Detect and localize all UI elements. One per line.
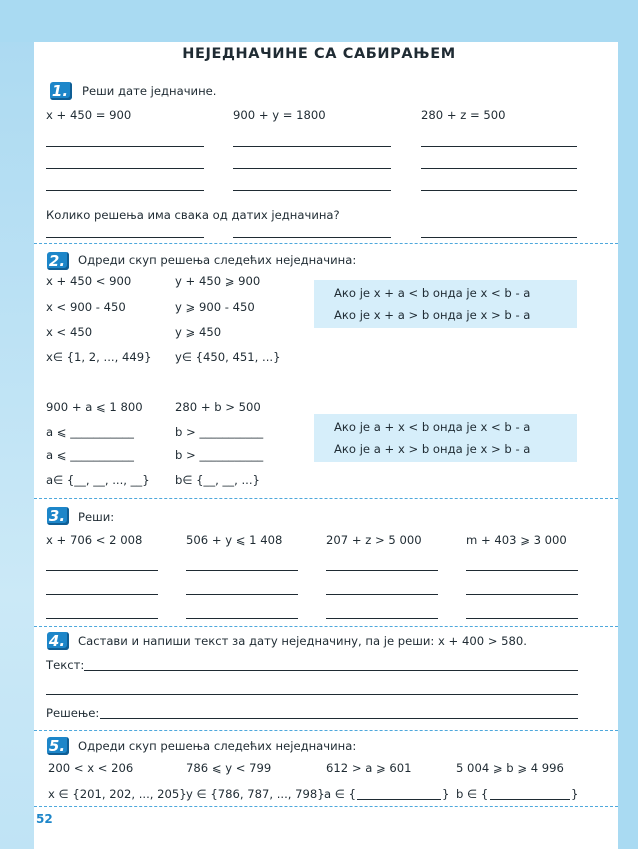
task2-col-c-line: 900 + a ⩽ 1 800 [46, 400, 143, 414]
rule-line: Ако је x + a < b онда је x < b - a [334, 286, 531, 300]
task4-solution-label: Решење: [46, 706, 100, 720]
answer-line[interactable] [421, 237, 577, 238]
answer-line[interactable] [84, 670, 578, 671]
task4-text-label: Текст: [46, 658, 85, 672]
answer-line[interactable] [46, 694, 578, 695]
answer-line[interactable] [466, 618, 578, 619]
task2-col-a-line: x∈ {1, 2, ..., 449} [46, 350, 152, 364]
task2-col-c-line[interactable]: a ⩽ ___________ [46, 448, 134, 462]
answer-line[interactable] [186, 570, 298, 571]
right-decor-band [618, 0, 638, 849]
task1-equation-3: 280 + z = 500 [421, 108, 506, 122]
answer-line[interactable] [233, 146, 391, 147]
section-divider [34, 806, 618, 807]
top-decor-band [0, 0, 638, 42]
task5-instruction: Одреди скуп решења следећих неједначина: [78, 739, 357, 753]
task2-col-a-line: x + 450 < 900 [46, 274, 132, 288]
section-divider [34, 498, 618, 499]
task2-col-d-line[interactable]: b > ___________ [175, 448, 264, 462]
rule-line: Ако је x + a > b онда је x > b - a [334, 308, 531, 322]
answer-line[interactable] [421, 168, 577, 169]
rule-line: Ако је a + x < b онда је x < b - a [334, 420, 531, 434]
answer-line[interactable] [46, 237, 204, 238]
task2-col-b-line: y + 450 ⩾ 900 [175, 274, 261, 288]
task-number-1: 1. [50, 82, 72, 100]
answer-line[interactable] [233, 190, 391, 191]
answer-line[interactable] [233, 168, 391, 169]
task5-set: x ∈ {201, 202, ..., 205} [48, 787, 187, 801]
task2-col-c-line[interactable]: a∈ {__, __, ..., __} [46, 473, 150, 487]
answer-line[interactable] [186, 618, 298, 619]
answer-line[interactable] [490, 799, 570, 800]
answer-line[interactable] [326, 594, 438, 595]
task3-inequality: 506 + y ⩽ 1 408 [186, 533, 283, 547]
task-number-2: 2. [47, 252, 69, 270]
answer-line[interactable] [100, 718, 578, 719]
answer-line[interactable] [466, 594, 578, 595]
task5-inequality: 200 < x < 206 [48, 761, 134, 775]
answer-line[interactable] [186, 594, 298, 595]
task3-inequality: x + 706 < 2 008 [46, 533, 143, 547]
task3-inequality: m + 403 ⩾ 3 000 [466, 533, 567, 547]
rule-line: Ако је a + x > b онда је x > b - a [334, 442, 531, 456]
answer-line[interactable] [326, 618, 438, 619]
task5-set-open: b ∈ { [456, 787, 489, 801]
answer-line[interactable] [466, 570, 578, 571]
task3-instruction: Реши: [78, 510, 115, 524]
task2-col-c-line[interactable]: a ⩽ ___________ [46, 425, 134, 439]
answer-line[interactable] [326, 570, 438, 571]
task2-col-a-line: x < 900 - 450 [46, 300, 126, 314]
answer-line[interactable] [46, 168, 204, 169]
task2-instruction: Одреди скуп решења следећих неједначина: [78, 253, 357, 267]
page-title: НЕЈЕДНАЧИНЕ СА САБИРАЊЕМ [182, 46, 456, 62]
task5-inequality: 612 > a ⩾ 601 [326, 761, 412, 775]
task5-set-open: a ∈ { [324, 787, 356, 801]
answer-line[interactable] [46, 594, 158, 595]
task2-col-d-line[interactable]: b∈ {__, __, ...} [175, 473, 260, 487]
section-divider [34, 730, 618, 731]
task2-col-b-line: y ⩾ 900 - 450 [175, 300, 255, 314]
answer-line[interactable] [357, 799, 441, 800]
task-number-3: 3. [47, 507, 69, 525]
answer-line[interactable] [46, 618, 158, 619]
task2-col-d-line[interactable]: b > ___________ [175, 425, 264, 439]
task5-set: y ∈ {786, 787, ..., 798} [186, 787, 325, 801]
rule-box-2 [314, 414, 577, 462]
answer-line[interactable] [421, 146, 577, 147]
task4-instruction: Састави и напиши текст за дату неједначину, па је реши: x + 400 > 580. [78, 634, 527, 648]
task2-col-a-line: x < 450 [46, 325, 93, 339]
answer-line[interactable] [233, 237, 391, 238]
task-number-4: 4. [47, 632, 69, 650]
task1-equation-1: x + 450 = 900 [46, 108, 132, 122]
task1-equation-2: 900 + y = 1800 [233, 108, 326, 122]
task2-col-b-line: y∈ {450, 451, ...} [175, 350, 281, 364]
task1-instruction: Реши дате једначине. [82, 84, 217, 98]
rule-box-1 [314, 280, 577, 328]
task5-set-close: } [442, 787, 450, 801]
task5-set-close: } [571, 787, 579, 801]
section-divider [34, 243, 618, 244]
answer-line[interactable] [46, 190, 204, 191]
task2-col-d-line: 280 + b > 500 [175, 400, 261, 414]
page-number: 52 [36, 812, 53, 826]
task1-question: Колико решења има свака од датих једначина? [46, 208, 340, 222]
task5-inequality: 5 004 ⩾ b ⩾ 4 996 [456, 761, 564, 775]
task3-inequality: 207 + z > 5 000 [326, 533, 422, 547]
answer-line[interactable] [421, 190, 577, 191]
answer-line[interactable] [46, 570, 158, 571]
task2-col-b-line: y ⩾ 450 [175, 325, 222, 339]
task-number-5: 5. [47, 737, 69, 755]
section-divider [34, 626, 618, 627]
answer-line[interactable] [46, 146, 204, 147]
left-decor-band [0, 0, 34, 849]
task5-inequality: 786 ⩽ y < 799 [186, 761, 272, 775]
